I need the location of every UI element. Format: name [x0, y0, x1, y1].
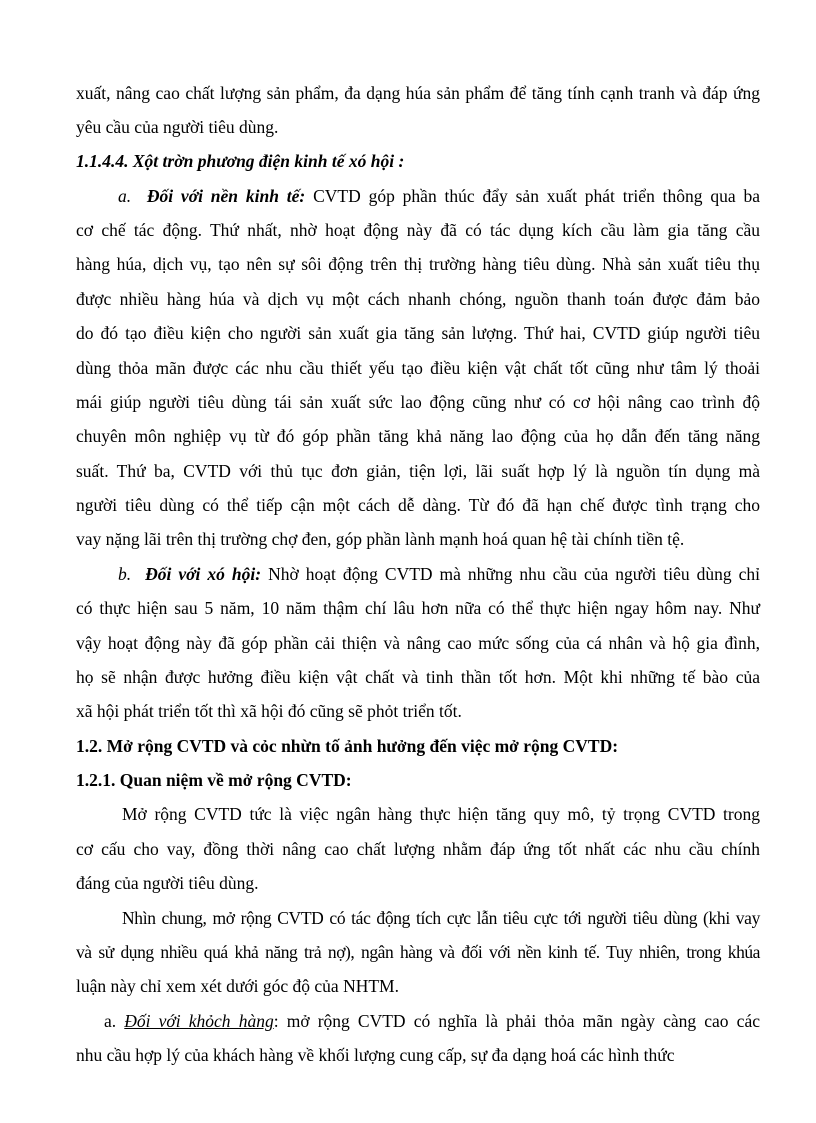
paragraph-line: được nhiều hàng húa và dịch vụ một cách nhanh chóng, nguồn thanh toán được đảm bảo	[76, 289, 760, 309]
section-heading-1-2-1: 1.2.1. Quan niệm về mở rộng CVTD:	[76, 770, 352, 790]
subsection-title: Đối với nền kinh tế:	[146, 186, 306, 206]
paragraph-line: nhu cầu hợp lý của khách hàng về khối lượng cung cấp, sự đa dạng hoá các hình thức	[76, 1045, 675, 1065]
subsection-title: Đối với xó hội:	[145, 564, 262, 584]
paragraph-line: chuyên môn nghiệp vụ từ đó góp phần tăng khả năng lao động của họ dẫn đến tăng năng	[76, 426, 760, 446]
section-heading-1-2: 1.2. Mở rộng CVTD và cỏc nhừn tố ảnh hưởng đến việc mở rộng CVTD:	[76, 736, 619, 756]
paragraph-line: vậy hoạt động này đã góp phần cải thiện và nâng cao mức sống của cá nhân và hộ gia đình,	[76, 633, 760, 653]
paragraph-line	[118, 563, 760, 585]
paragraph-line: cơ cấu cho vay, đồng thời nâng cao chất lượng nhằm đáp ứng tốt nhất các nhu cầu chính	[76, 839, 760, 859]
paragraph-line: do đó tạo điều kiện cho người sản xuất gia tăng sản lượng. Thứ hai, CVTD giúp người tiêu	[76, 323, 760, 343]
paragraph-line: xã hội phát triển tốt thì xã hội đó cũng sẽ phỏt triển tốt.	[76, 701, 462, 721]
list-marker: a.	[118, 186, 132, 206]
paragraph-line: dùng thỏa mãn được các nhu cầu thiết yếu tạo điều kiện vật chất tốt cũng như tâm lý thoải	[76, 358, 760, 378]
paragraph-line: có thực hiện sau 5 năm, 10 năm thậm chí lâu hơn nữa có thể thực hiện ngay hôm nay. Như	[76, 598, 760, 618]
list-marker: a.	[104, 1011, 125, 1031]
paragraph-line: yêu cầu của người tiêu dùng.	[76, 117, 279, 137]
subsection-title: Đối với khỏch hàng	[124, 1011, 274, 1031]
paragraph-line: đáng của người tiêu dùng.	[76, 873, 259, 893]
paragraph-text: Nhờ hoạt động CVTD mà những nhu cầu của người tiêu dùng chỉ	[261, 564, 760, 584]
paragraph-line: xuất, nâng cao chất lượng sản phẩm, đa dạng húa sản phẩm để tăng tính cạnh tranh và đáp ứng	[76, 83, 760, 103]
paragraph-text: CVTD góp phần thúc đẩy sản xuất phát triển thông qua ba	[305, 186, 761, 206]
paragraph-line: và sử dụng nhiều quá khả năng trả nợ), ngân hàng và đối với nền kinh tế. Tuy nhiên, trong khúa	[76, 942, 760, 962]
paragraph-line	[104, 1010, 760, 1032]
paragraph-text: : mở rộng CVTD có nghĩa là phải thỏa mãn ngày càng cao các	[273, 1011, 760, 1031]
paragraph-line: người tiêu dùng có thể tiếp cận một cách dễ dàng. Từ đó đã hạn chế được tình trạng cho	[76, 495, 760, 515]
section-heading-1-1-4-4: 1.1.4.4. Xột trờn phương điện kinh tế xó hội :	[76, 151, 405, 171]
list-marker: b.	[118, 564, 132, 584]
paragraph-line	[118, 185, 760, 207]
paragraph-line: cơ chế tác động. Thứ nhất, nhờ hoạt động này đã có tác dụng kích cầu làm gia tăng cầu	[76, 220, 760, 240]
paragraph-line: Mở rộng CVTD tức là việc ngân hàng thực hiện tăng quy mô, tỷ trọng CVTD trong	[122, 804, 760, 824]
paragraph-line: hàng húa, dịch vụ, tạo nên sự sôi động trên thị trường hàng tiêu dùng. Nhà sản xuất tiêu thụ	[76, 254, 760, 274]
paragraph-line: Nhìn chung, mở rộng CVTD có tác động tích cực lẫn tiêu cực tới người tiêu dùng (khi vay	[122, 908, 760, 928]
paragraph-line: mái giúp người tiêu dùng tái sản xuất sức lao động cũng như có cơ hội nâng cao trình độ	[76, 392, 760, 412]
paragraph-line: suất. Thứ ba, CVTD với thủ tục đơn giản, tiện lợi, lãi suất hợp lý là nguồn tín dụng mà	[76, 461, 760, 481]
paragraph-line: họ sẽ nhận được hưởng điều kiện vật chất và tinh thần tốt hơn. Một khi những tế bào của	[76, 667, 760, 687]
paragraph-line: luận này chỉ xem xét dưới góc độ của NHTM.	[76, 976, 399, 996]
paragraph-line: vay nặng lãi trên thị trường chợ đen, góp phần lành mạnh hoá quan hệ tài chính tiền tệ.	[76, 529, 685, 549]
